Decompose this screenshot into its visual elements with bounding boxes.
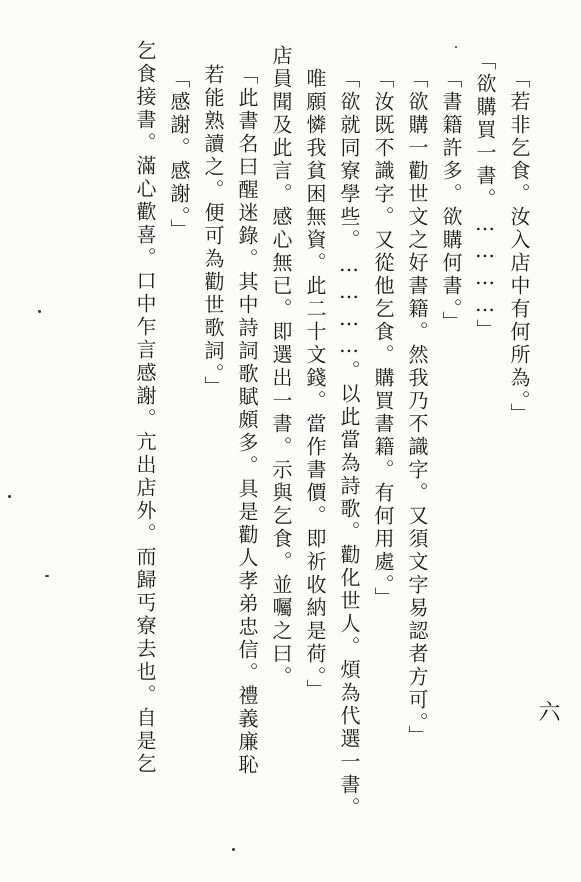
ink-speck	[232, 848, 235, 851]
page-number: 六	[535, 700, 560, 722]
ink-speck	[455, 46, 457, 48]
ink-speck	[45, 575, 49, 577]
ink-speck	[38, 310, 41, 313]
ink-speck	[8, 495, 11, 498]
text-column-1: 「若非乞食。汝入店中有何所為。」	[507, 68, 531, 426]
text-column-5: 「汝既不識字。又從他乞食。購買書籍。有何用處。」	[371, 68, 395, 610]
text-column-6: 「欲就同寮學些。…………。以此當為詩歌。勸化世人。煩為代選一書。	[337, 68, 361, 820]
text-column-12: 乞食接書。滿心歡喜。口中乍言感謝。亢出店外。而歸丐寮去也。自是乞	[133, 40, 157, 776]
text-column-9: 「此書名曰醒迷錄。其中詩詞歌賦頗多。具是勸人孝弟忠信。禮義廉恥	[235, 64, 259, 777]
text-column-3: 「書籍許多。欲購何書。」	[439, 68, 463, 334]
text-column-8: 店員聞及此言。感心無已。即選出一書。示與乞食。並囑之曰。	[269, 45, 293, 689]
text-column-4: 「欲購一勸世文之好書籍。然我乃不識字。又須文字易認者方可。」	[405, 68, 429, 748]
text-column-11: 「感謝。感謝。」	[167, 68, 191, 242]
text-column-10: 若能熟讀之。便可為勸世歌詞。」	[201, 64, 225, 399]
text-column-2: 「欲購買一書。…………」	[473, 50, 497, 342]
text-column-7: 唯願憐我貧困無資。此二十文錢。當作書價。即祈收納是荷。」	[303, 68, 327, 702]
